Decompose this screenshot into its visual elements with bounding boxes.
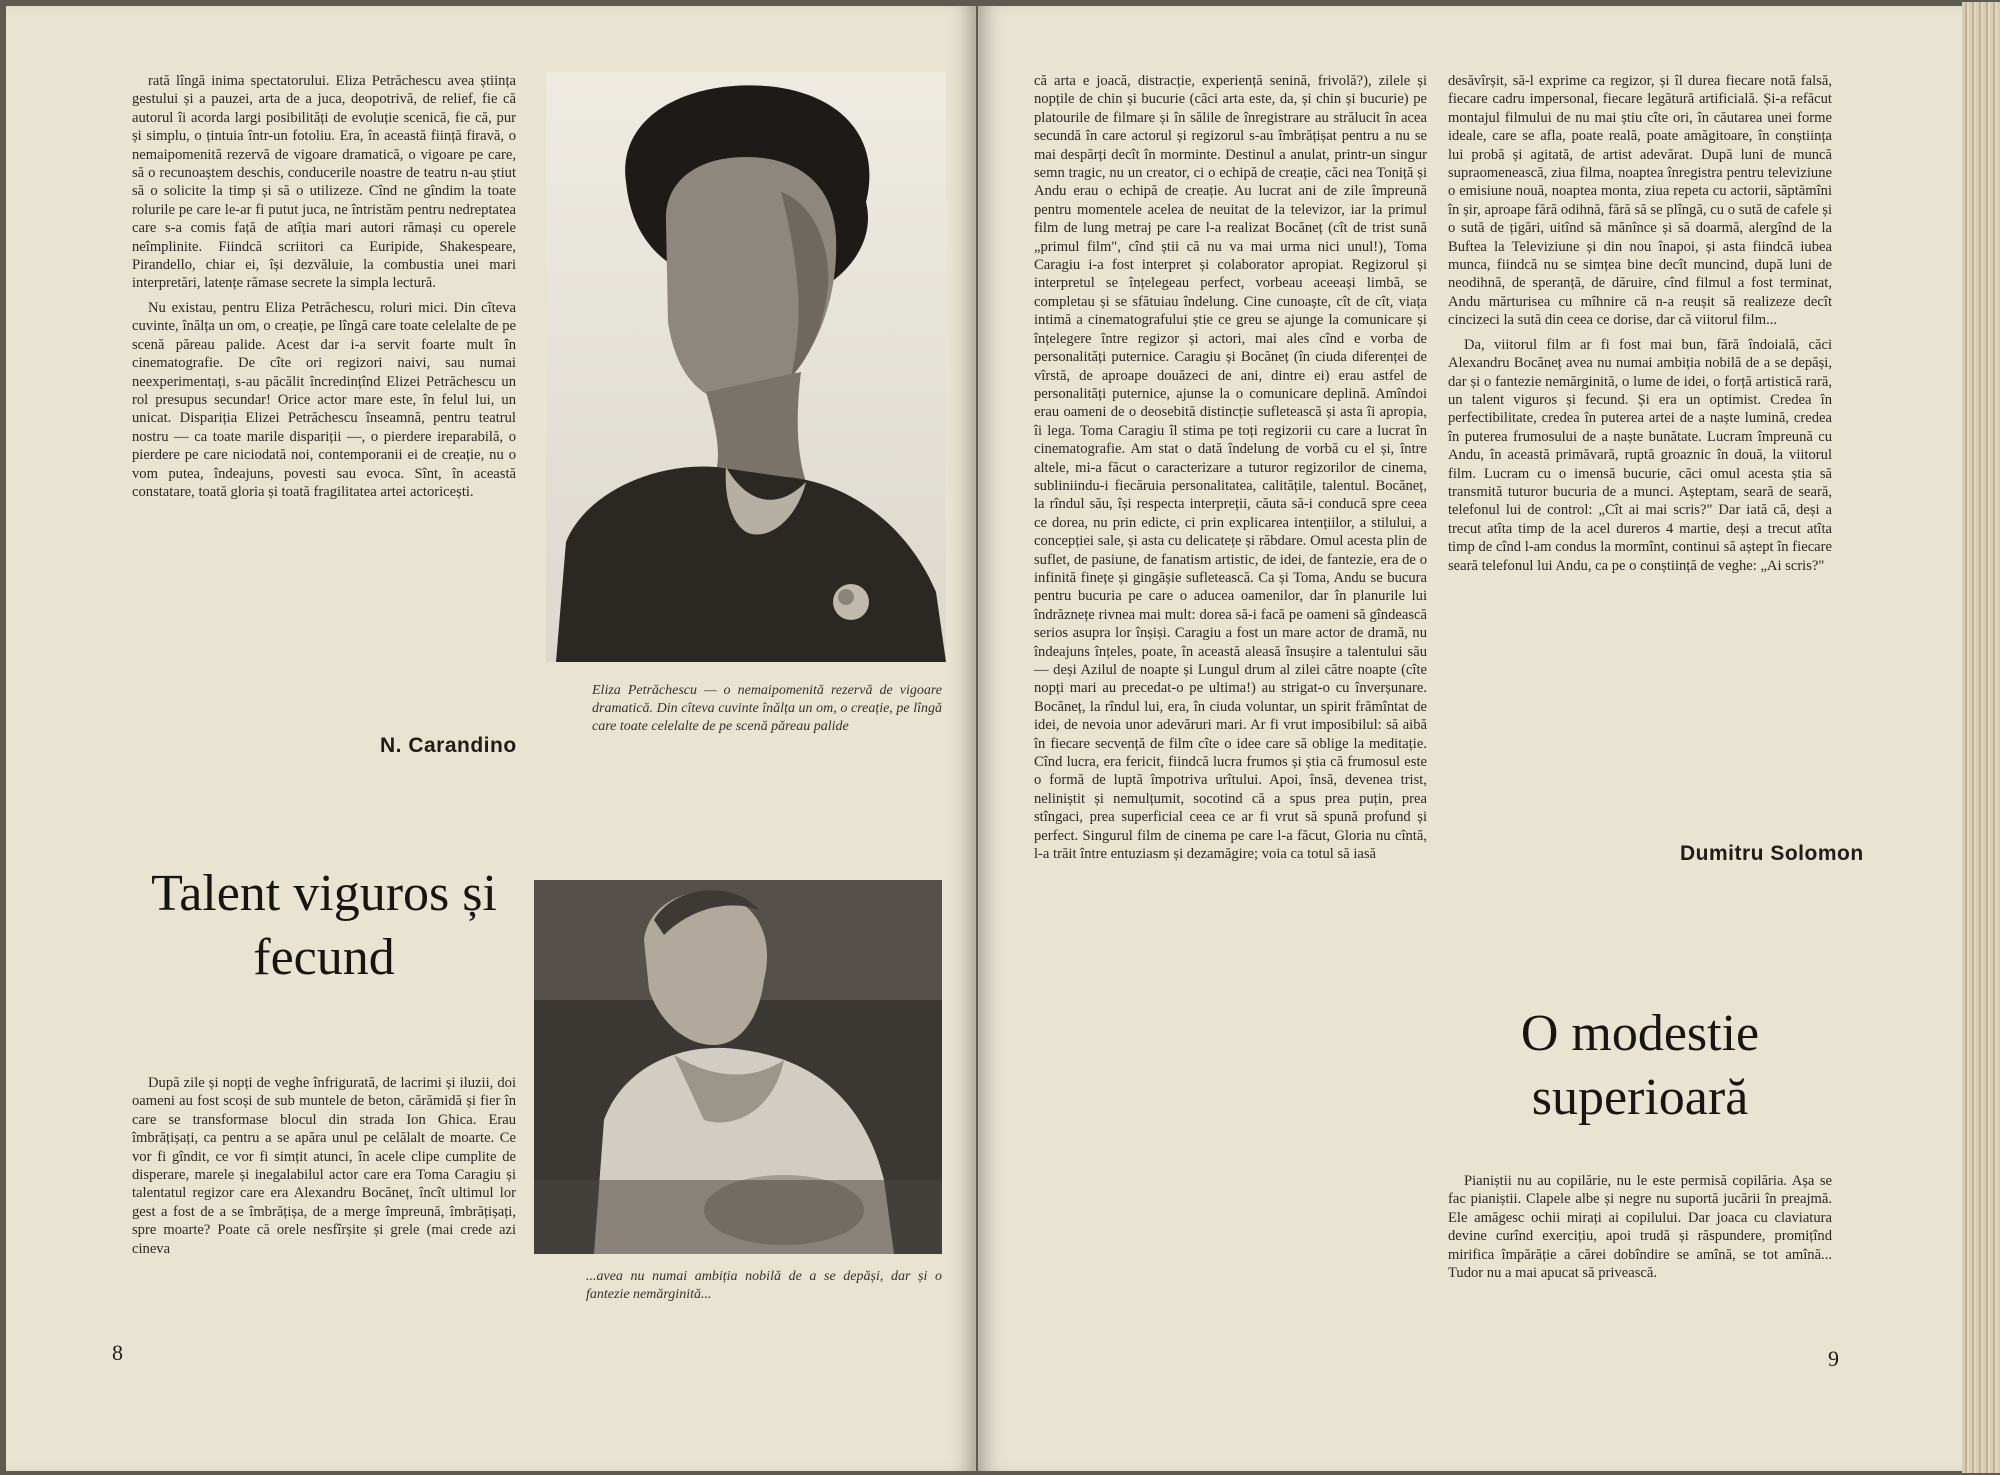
right-col2-paragraph-1: desăvîrșit, să-l exprime ca regizor, și îl durea fiecare notă falsă, fiecare cadru impersonal, fiecare legătură artificială. Și-a refăcut montajul filmului de nu mai știu cîte ori, în căutarea unei forme ideale, care se afla, poate reală, poate amăgitoare, în conștiința lui probă și agitată, de artist adevărat. După luni de muncă supraomenească, ziua filma, noaptea înregistra pentru televiziune o emisiune nouă, noaptea monta, ziua repeta cu actorii, săptămîni în șir, aproape fără odihnă, fără să se plîngă, cu o sută de cafele și o sută de țigări, uitînd să mănînce și să doarmă, alergînd de la Buftea la Televiziune și din nou înapoi, și asta fiindcă iubea munca, fiindcă nu se simțea bine decît muncind, după luni de neodihnă, de speranță, de dăruire, cînd filmul a fost terminat, Andu mărturisea cu mîhnire că n-a reușit să realizeze decît cincizeci la sută din ceea ce dorise, dar că viitorul film... — [1448, 73, 1832, 329]
photo-alexandru-bocanet-image — [534, 880, 942, 1254]
right-page — [978, 6, 1962, 1471]
left-page — [6, 6, 976, 1471]
page-number-right: 9 — [1828, 1346, 1839, 1371]
photo-alexandru-bocanet — [534, 880, 942, 1254]
headline-o-modestie: O modestie superioară — [1520, 1005, 1760, 1126]
byline-carandino: N. Carandino — [380, 734, 517, 757]
article2-paragraph: După zile și nopți de veghe înfrigurată, de lacrimi și iluzii, doi oameni au fost scoși de sub muntele de beton, cărămidă și fier în care se transformase blocul din strada Ion Ghica. Erau îmbrățișați, ca pentru a se apăra unul pe celălalt de moarte. Ce vor fi gîndit, ce vor fi simțit atunci, în acele clipe cumplite de disperare, marele și inegalabilul actor care era Toma Caragiu și talentatul regizor care era Alexandru Bocăneț, încît ultimul lor gest a fost de a se îmbrățișa, de a merge împreună, îmbrățișați, spre moarte? Poate că orele nesfîrșite și grele (mai crede azi cineva — [132, 1075, 516, 1257]
page-edges — [1962, 2, 2000, 1473]
portrait-eliza-petrachescu-image — [546, 72, 946, 662]
page-number-left: 8 — [112, 1340, 123, 1365]
article2-column — [132, 1074, 516, 1344]
right-col2-paragraph-2: Da, viitorul film ar fi fost mai bun, fără îndoială, căci Alexandru Bocăneț avea nu numai ambiția nobilă de a se depăși, dar și o fantezie nemărginită, o lume de idei, o forță artistică rară, un talent viguros și fecund. Și era un optimist. Credea în perfectibilitate, credea în puterea artei de a naște lumină, credea în puterea frumosului de a naște bunătate. Lucram împreună cu Andu, în această primăvară, ruptă groaznic în două, la viitorul film. Lucram cu o imensă bucurie, căci omul acesta știa să transmită tuturor bucuria de a munci. Așteptam, seară de seară, telefonul lui de control: „Cît ai mai scris?" Dar iată că, deși a trecut atîta timp de la acel dureros 4 martie, deși a trecut atîta timp de cînd l-am condus la mormînt, continui să aștept în fiecare seară telefonul lui Andu, ca pe o conștiință de veghe: „Ai scris?" — [1448, 336, 1832, 574]
right-col1-paragraph: că arta e joacă, distracție, experiență senină, frivolă?), zilele și nopțile de chin și bucurie (căci arta este, da, și chin și bucurie) pe platourile de filmare și în sălile de înregistrare au strălucit în acea secundă în care actorul și regizorul s-au îmbrățișat pentru a nu se mai despărți decît în morminte. Destinul a anulat, printr-un singur semn tragic, nu un creator, ci o echipă de creație, căci nea Toniță și Andu erau o echipă de creație. Au lucrat ani de zile împreună pentru momentele acelea de neuitat de la televizor, iar la primul film de lung metraj pe care l-a realizat Bocăneț (cît de trist sună „primul film", cînd știi că nu va mai urma nici unul!), Toma Caragiu i-a fost interpret și colaborator apropiat. Regizorul și interpretul se înțelegeau perfect, vorbeau aceeași limbă, se completau și se sfătuiau îndelung. Cine cunoaște, cît de cît, viața intimă a cinematografului știe ce greu se ajunge la comunicare și înțelegere între regizor și actori, mai ales cînd e vorba de personalități puternice. Caragiu și Bocăneț (în ciuda diferenței de vîrstă, de aproape douăzeci de ani, dintre ei) erau astfel de personalități puternice, ajunse la o comunicare deplină. Amîndoi erau oameni de o deosebită distincție sufletească și asta îi apropia, îi lega. Toma Caragiu îl stima pe toți regizorii cu care a lucrat în cinematografie. Am stat o dată îndelung de vorbă cu el și, între altele, mi-a făcut o caracterizare a tuturor regizorilor de cinema, subliniindu-i fiecăruia personalitatea, calitățile, talentul. Bocăneț, la rîndul său, își respecta interpreții, căuta să-i conducă spre ceea ce dorea, nu prin edicte, ci prin explicarea intențiilor, a stilului, a concepției sale, și asta cu delicatețe și răbdare. Omul acesta plin de suflet, de pasiune, de fanatism artistic, de idei, de fantezie, era de o infinită finețe și gingășie sufletească. Ca și Toma, Andu se bucura pentru bucuria pe care o aducea oamenilor, dar în planurile lui îndrăznețe rivnea mai mult: dorea să-i facă pe oameni să gîndească serios asupra lor înșiși. Caragiu a fost un mare actor de dramă, nu îndeajuns înțeles, poate, în această aleasă însușire a talentului său — deși Azilul de noapte și Lungul drum al zilei către noapte (cîte nopți mari au precedat-o pe ultima!) au strigat-o cu înverșunare. Bocăneț, la rîndul lui, era, în ciuda voluntar, un spirit frămîntat de idei, de nevoia unor adevăruri mari. Ar fi vrut imposibilul: să aibă în fiecare secvență de film cîte o idee care să oblige la meditație. Cînd lucra, era fericit, fiindcă lucra frumos și știa că frumosul este o formă de luptă împotriva urîtului. Apoi, însă, devenea trist, neliniștit și nemulțumit, socotind că a spus prea puțin, prea stîngaci, prea superficial ceea ce ar fi vrut să spună profund și perfect. Singurul film de cinema pe care l-a făcut, Gloria nu cîntă, l-a trăit între entuziasm și dezamăgire; voia ca totul să iasă — [1034, 73, 1427, 863]
right-column-1 — [1034, 72, 1427, 1340]
photo2-caption: ...avea nu numai ambiția nobilă de a se depăși, dar și o fantezie nemărginită... — [586, 1269, 942, 1302]
article-end-paragraph-2: Nu existau, pentru Eliza Petrăchescu, roluri mici. Din cîteva cuvinte, înălța un om, o creație, pe lîngă care toate celelalte de pe scenă păreau palide. Acest dar i-a servit foarte mult în cinematografie. De cîte ori regizori naivi, sau numai neexperimentați, s-au păcălit încredințînd Elizei Petrăchescu un rol presupus secundar! Orice actor mare este, în felul lui, un unicat. Dispariția Elizei Petrăchescu înseamnă, pentru teatrul nostru — ca toate marile dispariții —, o pierdere ireparabilă, o pierdere pe care niciodată noi, contemporanii ei de creație, nu o vom putea, îndeajuns, povesti sau evoca. Sînt, în această constatare, toată gloria și toată fragilitatea artei actoricești. — [132, 299, 516, 500]
headline-talent-viguros: Talent viguros și fecund — [151, 865, 497, 986]
article3-column — [1448, 1172, 1832, 1342]
article-end-paragraph-1: rată lîngă inima spectatorului. Eliza Petrăchescu avea știința gestului și a pauzei, arta de a juca, deopotrivă, de relief, fie că autorul îi acorda largi posibilități de evoluție scenică, fie că, pur și simplu, o țintuia într-un fotoliu. Era, în această ființă firavă, o nemaipomenită rezervă de vigoare dramatică, o vigoare pe care, să o recunoaștem deschis, conducerile noastre de teatru n-au știut să o solicite la timp și să o utilizeze. Cînd ne gîndim la toate rolurile pe care le-ar fi putut juca, ne întristăm pentru nedreptatea care s-a comis față de atîția mari autori rămași cu operele neîmplinite. Fiindcă scriitori ca Euripide, Shakespeare, Pirandello, chiar ei, își dezvăluie, la combustia unei mari interpretări, latențe rămase secrete la simpla lectură. — [132, 73, 516, 292]
article-end-column — [132, 72, 516, 752]
article3-paragraph: Pianiștii nu au copilărie, nu le este permisă copilăria. Așa se fac pianiștii. Clapele albe și negre nu suportă jucării în preajmă. Ele amăgesc ochii mirați ai copilului. Dar joaca cu claviatura devine curînd exercițiu, apoi trudă și răspundere, promițînd mirifica împărăție a cărei dobîndire se amînă, se tot amînă... Tudor nu a mai apucat să privească. — [1448, 1173, 1832, 1282]
portrait-eliza-petrachescu — [546, 72, 946, 662]
right-column-2 — [1448, 72, 1832, 832]
byline-solomon: Dumitru Solomon — [1680, 842, 1864, 865]
photo1-caption: Eliza Petrăchescu — o nemaipomenită rezervă de vigoare dramatică. Din cîteva cuvinte înălța un om, o creație, pe lîngă care toate celelalte de pe scenă păreau palide — [592, 683, 942, 734]
